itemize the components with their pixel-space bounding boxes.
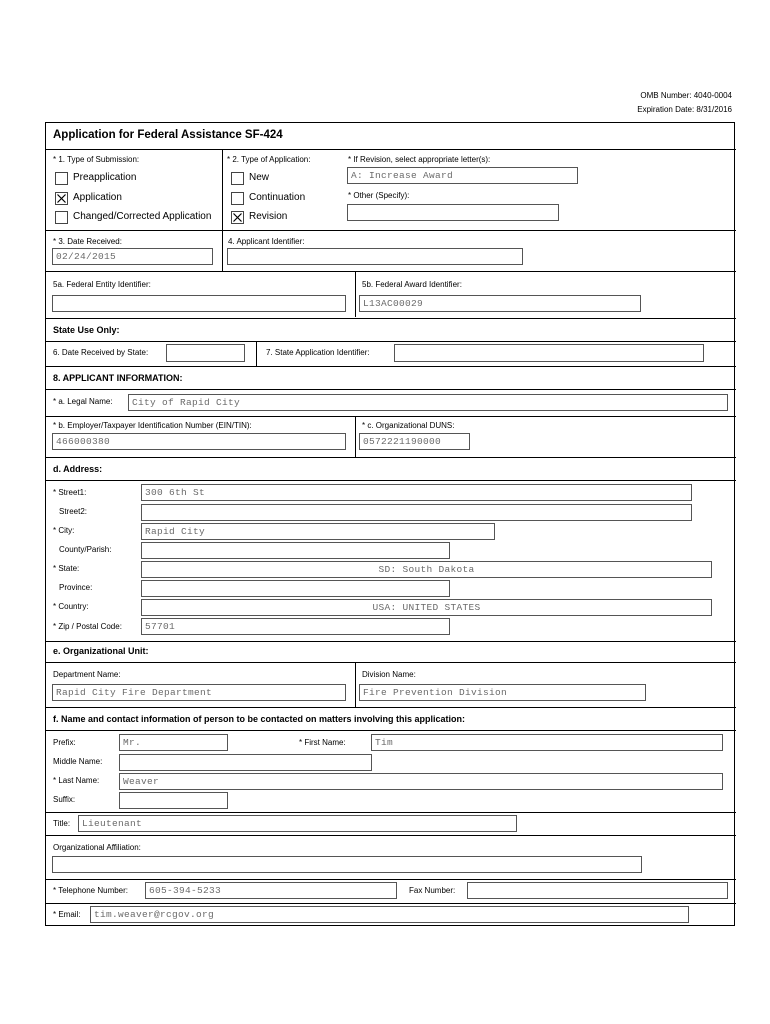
state-use-heading: State Use Only: <box>53 325 120 335</box>
province-field[interactable] <box>141 580 450 597</box>
middle-name-label: Middle Name: <box>53 757 103 766</box>
fax-label: Fax Number: <box>409 886 456 895</box>
first-name-label: * First Name: <box>299 738 346 747</box>
continuation-label: Continuation <box>249 192 306 203</box>
address-heading: d. Address: <box>53 464 103 474</box>
divider <box>46 835 736 836</box>
affiliation-field[interactable] <box>52 856 642 873</box>
changed-corrected-checkbox[interactable] <box>55 211 68 224</box>
county-label: County/Parish: <box>59 545 112 554</box>
date-received-field[interactable]: 02/24/2015 <box>52 248 213 265</box>
state-date-label: 6. Date Received by State: <box>53 348 149 357</box>
state-select[interactable]: SD: South Dakota <box>141 561 712 578</box>
last-name-field[interactable]: Weaver <box>119 773 723 790</box>
org-unit-heading: e. Organizational Unit: <box>53 646 149 656</box>
omb-number: OMB Number: 4040-0004 <box>640 91 732 100</box>
divider <box>355 272 356 317</box>
divider <box>46 879 736 880</box>
revision-checkbox[interactable] <box>231 211 244 224</box>
state-app-id-field[interactable] <box>394 344 704 362</box>
new-checkbox[interactable] <box>231 172 244 185</box>
email-field[interactable]: tim.weaver@rcgov.org <box>90 906 689 923</box>
city-field[interactable]: Rapid City <box>141 523 495 540</box>
prefix-field[interactable]: Mr. <box>119 734 228 751</box>
preapplication-checkbox[interactable] <box>55 172 68 185</box>
application-checkbox[interactable] <box>55 192 68 205</box>
application-type-label: * 2. Type of Application: <box>227 155 311 164</box>
county-field[interactable] <box>141 542 450 559</box>
department-field[interactable]: Rapid City Fire Department <box>52 684 346 701</box>
continuation-checkbox[interactable] <box>231 192 244 205</box>
check-x-icon <box>56 193 67 204</box>
federal-entity-field[interactable] <box>52 295 346 312</box>
city-label: * City: <box>53 526 75 535</box>
country-select[interactable]: USA: UNITED STATES <box>141 599 712 616</box>
divider <box>46 457 736 458</box>
divider <box>46 389 736 390</box>
application-label: Application <box>73 192 122 203</box>
divider <box>46 480 736 481</box>
divider <box>46 318 736 319</box>
divider <box>46 366 736 367</box>
divider <box>46 730 736 731</box>
telephone-label: * Telephone Number: <box>53 886 129 895</box>
applicant-info-heading: 8. APPLICANT INFORMATION: <box>53 373 183 383</box>
title-field[interactable]: Lieutenant <box>78 815 517 832</box>
duns-label: * c. Organizational DUNS: <box>362 421 455 430</box>
expiration-date: Expiration Date: 8/31/2016 <box>637 105 732 114</box>
department-label: Department Name: <box>53 670 121 679</box>
telephone-field[interactable]: 605-394-5233 <box>145 882 397 899</box>
divider <box>46 230 736 231</box>
division-label: Division Name: <box>362 670 416 679</box>
legal-name-label: * a. Legal Name: <box>53 397 113 406</box>
fax-field[interactable] <box>467 882 728 899</box>
suffix-field[interactable] <box>119 792 228 809</box>
zip-field[interactable]: 57701 <box>141 618 450 635</box>
form-title: Application for Federal Assistance SF-424 <box>53 129 283 141</box>
divider <box>46 662 736 663</box>
ein-label: * b. Employer/Taxpayer Identification Number (EIN/TIN): <box>53 421 252 430</box>
applicant-identifier-label: 4. Applicant Identifier: <box>228 237 305 246</box>
divider <box>355 417 356 457</box>
check-x-icon <box>232 212 243 223</box>
province-label: Province: <box>59 583 93 592</box>
street2-field[interactable] <box>141 504 692 521</box>
divider <box>46 416 736 417</box>
prefix-label: Prefix: <box>53 738 76 747</box>
title-label: Title: <box>53 819 71 828</box>
duns-field[interactable]: 0572221190000 <box>359 433 470 450</box>
divider <box>46 903 736 904</box>
street1-field[interactable]: 300 6th St <box>141 484 692 501</box>
divider <box>222 231 223 271</box>
state-app-id-label: 7. State Application Identifier: <box>266 348 370 357</box>
divider <box>46 271 736 272</box>
division-field[interactable]: Fire Prevention Division <box>359 684 646 701</box>
first-name-field[interactable]: Tim <box>371 734 723 751</box>
contact-heading: f. Name and contact information of person to be contacted on matters involving this application: <box>53 714 466 724</box>
divider <box>46 149 736 150</box>
divider <box>46 341 736 342</box>
divider <box>355 663 356 707</box>
divider <box>256 342 257 366</box>
suffix-label: Suffix: <box>53 795 76 804</box>
email-label: * Email: <box>53 910 81 919</box>
ein-field[interactable]: 466000380 <box>52 433 346 450</box>
street1-label: * Street1: <box>53 488 87 497</box>
changed-corrected-label: Changed/Corrected Application <box>73 211 212 222</box>
last-name-label: * Last Name: <box>53 776 100 785</box>
middle-name-field[interactable] <box>119 754 372 771</box>
country-label: * Country: <box>53 602 89 611</box>
revision-letters-field[interactable]: A: Increase Award <box>347 167 578 184</box>
federal-award-field[interactable]: L13AC00029 <box>359 295 641 312</box>
applicant-identifier-field[interactable] <box>227 248 523 265</box>
divider <box>222 150 223 230</box>
other-specify-label: * Other (Specify): <box>348 191 410 200</box>
affiliation-label: Organizational Affiliation: <box>53 843 141 852</box>
revision-letters-label: * If Revision, select appropriate letter(s): <box>348 155 491 164</box>
other-specify-field[interactable] <box>347 204 559 221</box>
street2-label: Street2: <box>59 507 88 516</box>
divider <box>46 812 736 813</box>
date-received-label: * 3. Date Received: <box>53 237 122 246</box>
zip-label: * Zip / Postal Code: <box>53 622 122 631</box>
divider <box>46 641 736 642</box>
submission-type-label: * 1. Type of Submission: <box>53 155 140 164</box>
legal-name-field[interactable]: City of Rapid City <box>128 394 728 411</box>
federal-entity-label: 5a. Federal Entity Identifier: <box>53 280 151 289</box>
preapplication-label: Preapplication <box>73 172 137 183</box>
revision-label: Revision <box>249 211 288 222</box>
divider <box>46 707 736 708</box>
state-date-field[interactable] <box>166 344 245 362</box>
new-label: New <box>249 172 270 183</box>
state-label: * State: <box>53 564 80 573</box>
federal-award-label: 5b. Federal Award Identifier: <box>362 280 462 289</box>
